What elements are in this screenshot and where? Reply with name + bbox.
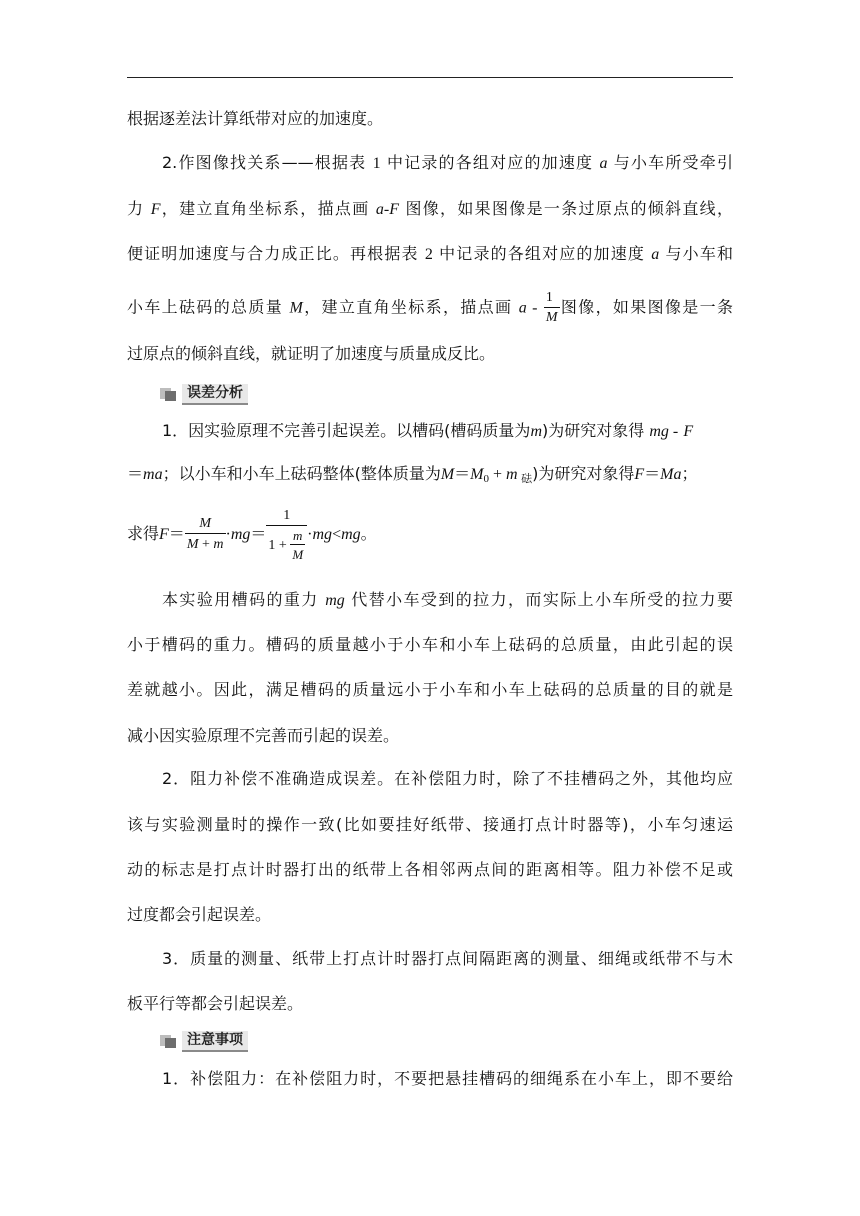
section-heading-label: 注意事项 — [182, 1031, 248, 1052]
text-line: 本实验用槽码的重力 mg 代替小车受到的拉力，而实际上小车所受的拉力要 — [162, 590, 733, 609]
text-line: 过度都会引起误差。 — [127, 905, 272, 924]
text-line: ＝ma；以小车和小车上砝码整体(整体质量为$M=M_0 + m$ $_砝$)为研究对象得F＝Ma； — [127, 464, 698, 485]
nested-fraction: $\frac{m}{M}$ — [292, 527, 304, 562]
text-line: 便证明加速度与合力成正比。再根据表 2 中记录的各组对应的加速度 a 与小车和 — [127, 244, 733, 263]
section-heading — [160, 1031, 248, 1051]
formula-line: 求得F＝ $\frac{M}{M + m}$ ·mg＝ 1 1 + $\frac{m}{M}$ ·mg<mg。 — [127, 507, 377, 562]
text-line: 2．阻力补偿不准确造成误差。在补偿阻力时，除了不挂槽码之外，其他均应 — [162, 769, 733, 788]
text-line: 过原点的倾斜直线，就证明了加速度与质量成反比。 — [127, 344, 496, 363]
text-line: 小于槽码的重力。槽码的质量越小于小车和小车上砝码的总质量，由此引起的误 — [127, 635, 733, 654]
section-heading-label: 误差分析 — [182, 384, 248, 405]
text-line: 3．质量的测量、纸带上打点计时器打点间隔距离的测量、细绳或纸带不与木 — [162, 949, 733, 968]
fraction: 1 1 + $\frac{m}{M}$ — [266, 509, 307, 561]
text-line: 力 F，建立直角坐标系，描点画 a-F 图像，如果图像是一条过原点的倾斜直线， — [127, 199, 733, 218]
text-line: 小车上砝码的总质量 M，建立直角坐标系，描点画 a - $\frac{1}{M}$ 图像，如果图像是一条 — [127, 290, 733, 325]
header-rule — [127, 77, 733, 78]
text-line: 1．因实验原理不完善引起误差。以槽码(槽码质量为m)为研究对象得 mg - F — [162, 421, 694, 440]
text-line: 板平行等都会引起误差。 — [127, 994, 304, 1013]
fraction: $\frac{1}{M}$ — [545, 290, 558, 325]
text-line: 动的标志是打点计时器打出的纸带上各相邻两点间的距离相等。阻力补偿不足或 — [127, 860, 733, 879]
section-heading — [160, 384, 248, 404]
section-marker-icon — [160, 1034, 177, 1048]
text-line: 该与实验测量时的操作一致(比如要挂好纸带、接通打点计时器等)，小车匀速运 — [127, 815, 733, 834]
section-marker-icon — [160, 387, 177, 401]
text-line: 1．补偿阻力：在补偿阻力时，不要把悬挂槽码的细绳系在小车上，即不要给 — [162, 1069, 733, 1088]
text-line: 差就越小。因此，满足槽码的质量远小于小车和小车上砝码的总质量的目的就是 — [127, 680, 733, 699]
text-line: 2.作图像找关系——根据表 1 中记录的各组对应的加速度 a 与小车所受牵引 — [162, 153, 733, 172]
fraction: $\frac{M}{M + m}$ — [186, 516, 224, 552]
text-line: 减小因实验原理不完善而引起的误差。 — [127, 726, 400, 745]
text-line: 根据逐差法计算纸带对应的加速度。 — [127, 109, 384, 128]
